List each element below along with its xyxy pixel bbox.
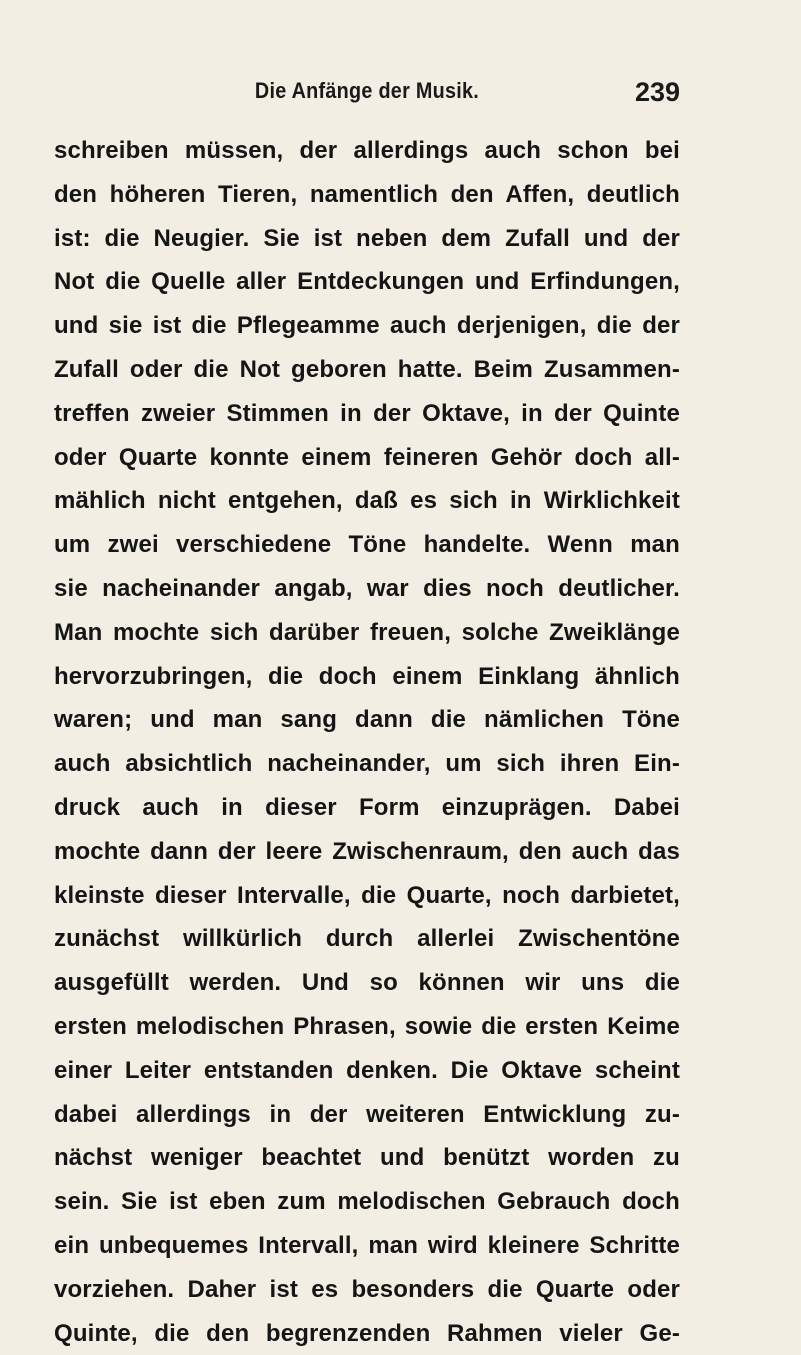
- text-line: hervorzubringen, die doch einem Einklang ähnlich: [54, 662, 680, 690]
- text-line: nächst weniger beachtet und benützt worden zu: [54, 1144, 680, 1172]
- body-text: [54, 129, 680, 1355]
- text-line: sie nacheinander angab, war dies noch deutlicher.: [54, 574, 680, 602]
- text-line: Quinte, die den begrenzenden Rahmen vieler Ge-: [54, 1319, 680, 1347]
- text-line: vorziehen. Daher ist es besonders die Quarte oder: [54, 1275, 680, 1303]
- text-line: Man mochte sich darüber freuen, solche Zweiklänge: [54, 618, 680, 646]
- text-line: mählich nicht entgehen, daß es sich in Wirklichkeit: [54, 487, 680, 515]
- text-line: den höheren Tieren, namentlich den Affen, deutlich: [54, 180, 680, 208]
- text-line: druck auch in dieser Form einzuprägen. Dabei: [54, 793, 680, 821]
- text-line: einer Leiter entstanden denken. Die Oktave scheint: [54, 1056, 680, 1084]
- text-line: ersten melodischen Phrasen, sowie die ersten Keime: [54, 1012, 680, 1040]
- running-head-title: Die Anfänge der Musik.: [254, 78, 480, 103]
- text-line: dabei allerdings in der weiteren Entwicklung zu-: [54, 1100, 680, 1128]
- running-head: [54, 78, 680, 108]
- text-line: ein unbequemes Intervall, man wird kleinere Schritte: [54, 1231, 680, 1259]
- text-line: auch absichtlich nacheinander, um sich ihren Ein-: [54, 750, 680, 778]
- text-line: treffen zweier Stimmen in der Oktave, in der Quinte: [54, 399, 680, 427]
- text-line: Not die Quelle aller Entdeckungen und Erfindungen,: [54, 268, 680, 296]
- text-line: zunächst willkürlich durch allerlei Zwischentöne: [54, 925, 680, 953]
- text-line: oder Quarte konnte einem feineren Gehör doch all-: [54, 443, 680, 471]
- text-line: sein. Sie ist eben zum melodischen Gebrauch doch: [54, 1188, 680, 1216]
- text-line: mochte dann der leere Zwischenraum, den auch das: [54, 837, 680, 865]
- text-line: ist: die Neugier. Sie ist neben dem Zufall und der: [54, 224, 680, 252]
- text-line: um zwei verschiedene Töne handelte. Wenn man: [54, 531, 680, 559]
- text-line: kleinste dieser Intervalle, die Quarte, noch darbietet,: [54, 881, 680, 909]
- text-line: ausgefüllt werden. Und so können wir uns die: [54, 969, 680, 997]
- text-line: und sie ist die Pflegeamme auch derjenigen, die der: [54, 312, 680, 340]
- text-line: waren; und man sang dann die nämlichen Töne: [54, 706, 680, 734]
- text-line: schreiben müssen, der allerdings auch schon bei: [54, 137, 680, 164]
- page-number: 239: [634, 77, 680, 107]
- text-line: Zufall oder die Not geboren hatte. Beim Zusammen-: [54, 355, 680, 383]
